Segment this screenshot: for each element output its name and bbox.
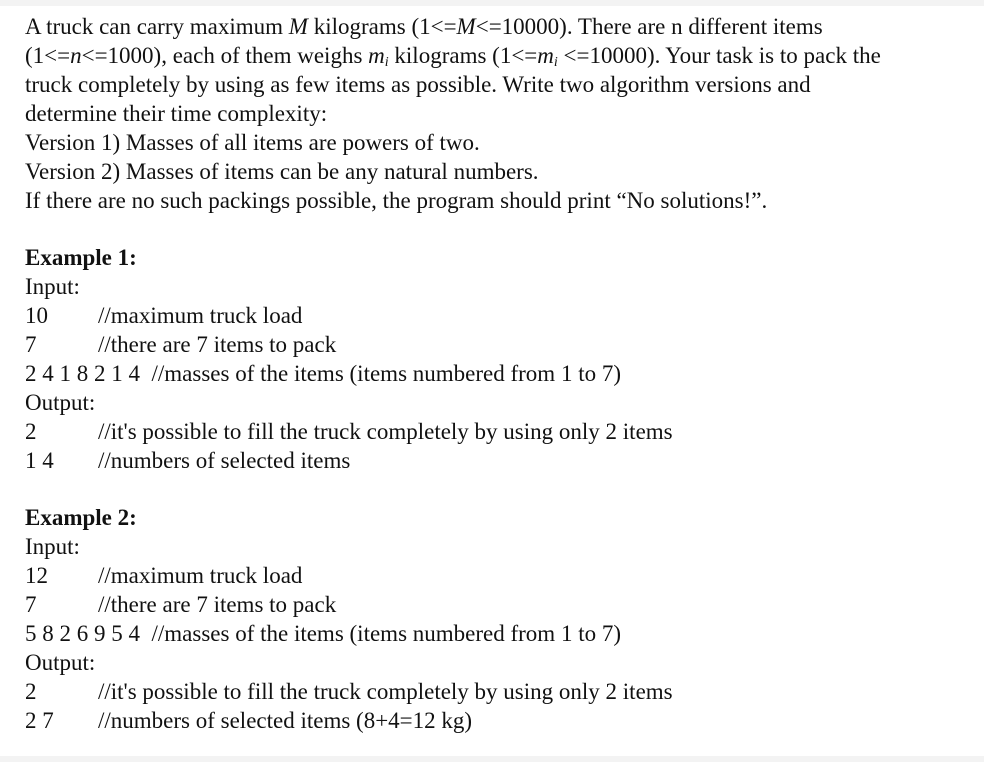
no-solution-note: If there are no such packings possible, the program should print “No solutions!”.: [25, 188, 768, 213]
input-row: [25, 301, 970, 330]
output-row: [25, 446, 970, 475]
output-value: 1 4: [25, 448, 54, 473]
text: A truck can carry maximum: [25, 14, 289, 39]
output-comment: //it's possible to fill the truck completely by using only 2 items: [98, 419, 673, 444]
text: kilograms (1<=: [307, 14, 457, 39]
output-comment: //it's possible to fill the truck completely by using only 2 items: [98, 679, 673, 704]
input-comment: //there are 7 items to pack: [98, 332, 337, 357]
input-value: 7: [25, 332, 37, 357]
output-row: [25, 677, 970, 706]
bottom-border: [0, 756, 984, 762]
example-2: [25, 503, 970, 735]
masses-values: 5 8 2 6 9 5 4: [25, 621, 140, 646]
output-value: 2: [25, 679, 37, 704]
subscript-i: i: [553, 55, 558, 70]
var-M: M: [456, 14, 476, 39]
input-comment: //there are 7 items to pack: [98, 592, 337, 617]
version-1: Version 1) Masses of all items are powers of two.: [25, 130, 480, 155]
output-row: [25, 417, 970, 446]
output-comment: //numbers of selected items (8+4=12 kg): [98, 708, 473, 733]
input-comment: //maximum truck load: [98, 563, 303, 588]
subscript-i: i: [384, 55, 389, 70]
output-row: [25, 706, 970, 735]
input-comment: //maximum truck load: [98, 303, 303, 328]
problem-line-4: determine their time complexity:: [25, 101, 328, 126]
output-value: 2 7: [25, 708, 54, 733]
version-2: Version 2) Masses of items can be any natural numbers.: [25, 159, 539, 184]
var-m: m: [537, 43, 554, 68]
input-label: Input:: [25, 274, 80, 299]
spacer: [25, 475, 970, 503]
text: (1<=: [25, 43, 71, 68]
output-label: Output:: [25, 650, 96, 675]
problem-document: [25, 12, 970, 735]
output-label: Output:: [25, 390, 96, 415]
input-value: 10: [25, 303, 48, 328]
masses-comment: //masses of the items (items numbered from 1 to 7): [151, 361, 621, 386]
input-row: [25, 330, 970, 359]
masses-comment: //masses of the items (items numbered from 1 to 7): [151, 621, 621, 646]
example-1: [25, 243, 970, 475]
var-n: n: [70, 43, 82, 68]
text: <=10000). There are n different items: [475, 14, 823, 39]
output-value: 2: [25, 419, 37, 444]
problem-line-1: [25, 12, 970, 41]
text: <=1000), each of them weighs: [81, 43, 369, 68]
top-border: [0, 0, 984, 6]
text: kilograms (1<=: [388, 43, 538, 68]
input-value: 7: [25, 592, 37, 617]
masses-row: [25, 619, 970, 648]
var-M: M: [288, 14, 308, 39]
input-row: [25, 590, 970, 619]
example-title: Example 1:: [25, 245, 137, 270]
input-label: Input:: [25, 534, 80, 559]
problem-line-3: truck completely by using as few items as possible. Write two algorithm versions and: [25, 72, 811, 97]
masses-values: 2 4 1 8 2 1 4: [25, 361, 140, 386]
output-comment: //numbers of selected items: [98, 448, 351, 473]
masses-row: [25, 359, 970, 388]
var-m: m: [368, 43, 385, 68]
problem-line-2: [25, 41, 970, 70]
input-row: [25, 561, 970, 590]
input-value: 12: [25, 563, 48, 588]
text: <=10000). Your task is to pack the: [557, 43, 881, 68]
spacer: [25, 215, 970, 243]
example-title: Example 2:: [25, 505, 137, 530]
